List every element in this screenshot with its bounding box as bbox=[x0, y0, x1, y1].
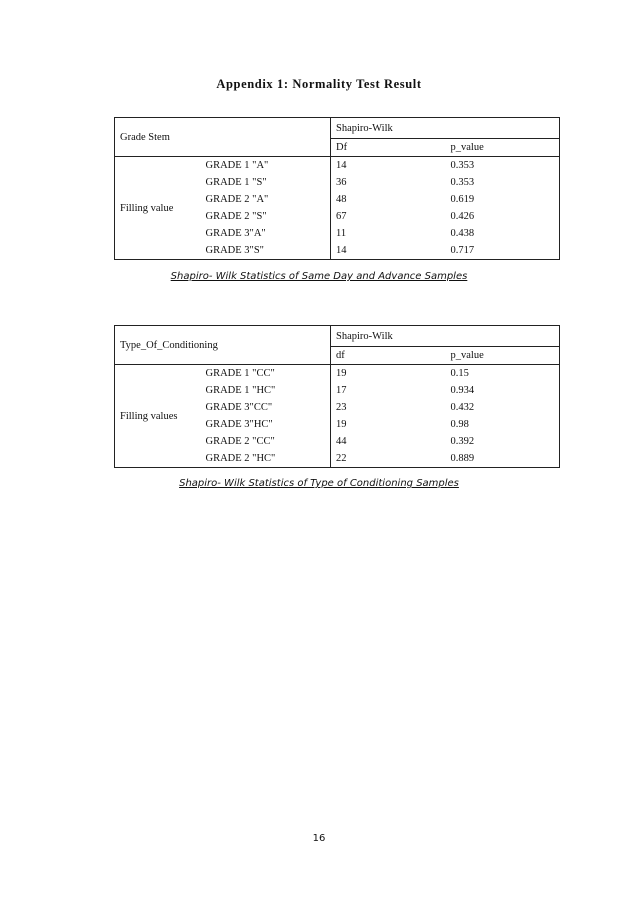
p-value-cell: 0.98 bbox=[446, 416, 560, 433]
column-header-df: Df bbox=[331, 139, 446, 157]
grade-cell: GRADE 3"S" bbox=[200, 242, 331, 260]
p-value-cell: 0.889 bbox=[446, 450, 560, 468]
column-header-p-value: p_value bbox=[446, 347, 560, 365]
grade-cell: GRADE 2 "HC" bbox=[200, 450, 331, 468]
p-value-cell: 0.934 bbox=[446, 382, 560, 399]
grade-cell: GRADE 3"HC" bbox=[205, 419, 273, 430]
p-value-cell: 0.432 bbox=[446, 399, 560, 416]
column-header-df: df bbox=[331, 347, 446, 365]
grade-cell: GRADE 3"CC" bbox=[205, 402, 273, 413]
grade-cell: GRADE 2 "A" bbox=[205, 194, 269, 205]
df-cell: 22 bbox=[331, 450, 446, 468]
grade-cell: GRADE 1 "A" bbox=[200, 157, 331, 175]
page-title: Appendix 1: Normality Test Result bbox=[216, 77, 422, 91]
p-value-cell: 0.438 bbox=[446, 225, 560, 242]
normality-table-conditioning bbox=[114, 325, 560, 468]
group-header: Shapiro-Wilk bbox=[331, 326, 560, 347]
table-caption-same-day: Shapiro- Wilk Statistics of Same Day and Advance Samples bbox=[170, 271, 468, 282]
df-cell: 14 bbox=[331, 157, 446, 175]
df-cell: 19 bbox=[331, 416, 446, 433]
df-cell: 11 bbox=[331, 225, 446, 242]
df-cell: 19 bbox=[331, 365, 446, 383]
df-cell: 44 bbox=[331, 433, 446, 450]
p-value-cell: 0.717 bbox=[446, 242, 560, 260]
normality-table-grade-stem bbox=[114, 117, 560, 260]
p-value-cell: 0.426 bbox=[446, 208, 560, 225]
df-cell: 14 bbox=[331, 242, 446, 260]
group-label: Filling value bbox=[115, 157, 200, 260]
df-cell: 17 bbox=[331, 382, 446, 399]
df-cell: 67 bbox=[331, 208, 446, 225]
p-value-cell: 0.15 bbox=[446, 365, 560, 383]
p-value-cell: 0.392 bbox=[446, 433, 560, 450]
df-cell: 23 bbox=[331, 399, 446, 416]
grade-cell: GRADE 2 "CC" bbox=[205, 436, 275, 447]
page-number: 16 bbox=[312, 833, 326, 844]
grade-cell: GRADE 1 "CC" bbox=[200, 365, 331, 383]
table-caption-conditioning: Shapiro- Wilk Statistics of Type of Conditioning Samples bbox=[179, 478, 459, 489]
group-header: Shapiro-Wilk bbox=[331, 118, 560, 139]
df-cell: 48 bbox=[331, 191, 446, 208]
p-value-cell: 0.619 bbox=[446, 191, 560, 208]
p-value-cell: 0.353 bbox=[446, 157, 560, 175]
grade-cell: GRADE 1 "S" bbox=[205, 177, 267, 188]
grade-cell: GRADE 3"A" bbox=[205, 228, 266, 239]
column-header-p-value: p_value bbox=[446, 139, 560, 157]
group-label: Filling values bbox=[115, 365, 200, 468]
row-header: Type_Of_Conditioning bbox=[115, 326, 331, 365]
p-value-cell: 0.353 bbox=[446, 174, 560, 191]
grade-cell: GRADE 2 "S" bbox=[205, 211, 267, 222]
grade-cell: GRADE 1 "HC" bbox=[205, 385, 276, 396]
row-header: Grade Stem bbox=[115, 118, 331, 157]
df-cell: 36 bbox=[331, 174, 446, 191]
